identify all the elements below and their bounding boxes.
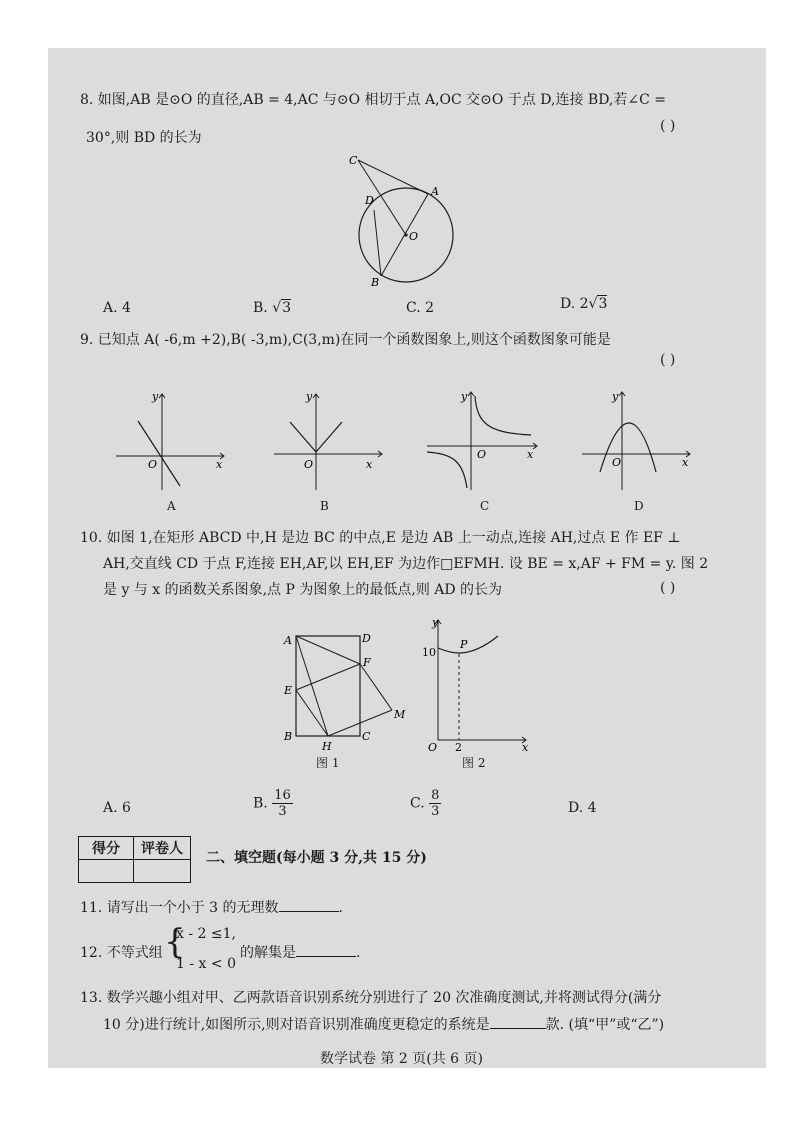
q10-figure-2 [422, 614, 538, 752]
q12-tail [240, 943, 360, 963]
q9-caption-b: B [320, 499, 329, 513]
graph-d-y-label: y [612, 390, 619, 403]
fig1-label-m: M [394, 708, 406, 721]
q10-option-c-numerator: 8 [431, 788, 440, 803]
graph-b-x-label: x [366, 458, 373, 471]
q8-answer-paren: ( ) [660, 118, 676, 134]
q13-answer-blank[interactable] [490, 1028, 546, 1029]
q8-option-d-prefix: D. 2 [560, 296, 589, 312]
graph-c-y-label: y [461, 390, 468, 403]
fig2-two-label: 2 [455, 741, 462, 752]
graph-b-origin-label: O [304, 458, 314, 471]
q10-figure-1 [280, 630, 410, 755]
segment-ef [296, 664, 360, 690]
score-table [78, 836, 191, 883]
graph-a-x-label: x [216, 458, 223, 471]
graph-d-parabola [600, 423, 656, 472]
q13-line2-end: 款. (填“甲”或“乙”) [545, 1017, 665, 1033]
q12-ineq1: x - 2 ≤1, [176, 926, 236, 942]
label-d: D [365, 194, 374, 207]
q8-option-d-radicand: 3 [598, 296, 608, 312]
q13-line1: 13. 数学兴趣小组对甲、乙两款语音识别系统分别进行了 20 次准确度测试,并将测试得分(满分 [80, 990, 662, 1006]
q9-graph-b [268, 386, 388, 496]
q10-option-c-prefix: C. [410, 795, 425, 812]
fig1-label-e: E [284, 684, 293, 697]
grader-header: 评卷人 [134, 837, 191, 860]
grader-cell[interactable] [134, 860, 191, 883]
fig1-label-d: D [362, 632, 371, 645]
q10-figure-2-caption: 图 2 [462, 756, 486, 770]
q9-caption-d: D [634, 499, 644, 513]
q9-line1: 9. 已知点 A( -6,m +2),B( -3,m),C(3,m)在同一个函数图象上,则这个函数图象可能是 [80, 332, 611, 348]
q8-option-d: D. 2√3 [560, 296, 608, 312]
q10-option-c-denominator: 3 [431, 804, 440, 819]
fig2-origin-label: O [428, 741, 438, 752]
q10-answer-paren: ( ) [660, 580, 676, 596]
graph-c-branch-2 [427, 452, 467, 488]
q9-graph-a [110, 386, 230, 496]
q12-answer-blank[interactable] [296, 956, 356, 957]
score-cell[interactable] [79, 860, 134, 883]
fig1-label-b: B [284, 730, 293, 743]
segment-db [374, 210, 381, 276]
q12-suffix: 的解集是 [240, 945, 296, 961]
segment-ah [296, 636, 328, 736]
segment-fm [360, 664, 392, 710]
q10-option-c [410, 788, 441, 819]
q10-option-b [253, 788, 293, 819]
q8-option-b-radicand: 3 [282, 300, 292, 316]
q13-line2-text: 10 分)进行统计,如图所示,则对语音识别准确度更稳定的系统是 [103, 1017, 490, 1033]
q9-answer-paren: ( ) [660, 352, 676, 368]
graph-b-y-label: y [306, 390, 313, 403]
q10-option-b-numerator: 16 [274, 788, 291, 803]
score-header: 得分 [79, 837, 134, 860]
graph-a-line [138, 421, 180, 486]
graph-d-origin-label: O [612, 456, 622, 469]
label-o: O [409, 230, 419, 243]
q9-caption-c: C [480, 499, 490, 513]
q11-end: . [338, 900, 343, 916]
fig1-label-a: A [284, 634, 292, 647]
q9-graph-c [423, 386, 543, 496]
section2-title: 二、填空题(每小题 3 分,共 15 分) [206, 850, 427, 866]
q12-prefix: 12. 不等式组 [80, 945, 163, 961]
q11-answer-blank[interactable] [279, 911, 339, 912]
graph-a-y-label: y [152, 390, 159, 403]
page-footer: 数学试卷 第 2 页(共 6 页) [320, 1051, 483, 1067]
q11-text: 11. 请写出一个小于 3 的无理数 [80, 900, 279, 916]
center-point [404, 233, 407, 236]
q8-option-b: B. √3 [253, 300, 292, 316]
q9-graph-d [578, 386, 698, 496]
label-c: C [349, 154, 358, 167]
q8-option-c: C. 2 [406, 300, 435, 316]
fig2-x-label: x [522, 741, 529, 752]
q10-line2: AH,交直线 CD 于点 F,连接 EH,AF,以 EH,EF 为边作□EFMH. 设 BE = x,AF + FM = y. 图 2 [103, 556, 709, 572]
graph-d-x-label: x [682, 456, 689, 469]
q12-brace: { [164, 922, 186, 962]
fig2-ten-label: 10 [422, 646, 436, 659]
q10-figure-1-caption: 图 1 [316, 756, 340, 770]
fig1-label-f: F [363, 656, 371, 669]
fig1-label-c: C [362, 730, 371, 743]
q10-option-b-prefix: B. [253, 795, 268, 812]
segment-eh [296, 690, 328, 736]
q13-line2 [103, 1015, 664, 1035]
graph-c-branch-1 [475, 396, 531, 435]
q8-line1: 8. 如图,AB 是⊙O 的直径,AB = 4,AC 与⊙O 相切于点 A,OC 交⊙O 于点 D,连接 BD,若∠C = [80, 92, 667, 108]
fig2-p-label: P [460, 638, 468, 651]
q10-option-b-denominator: 3 [278, 804, 287, 819]
fig2-y-label: y [432, 616, 439, 629]
q9-caption-a: A [167, 499, 176, 513]
q8-circle-figure [343, 148, 463, 288]
q10-option-a: A. 6 [103, 800, 131, 816]
graph-c-x-label: x [527, 448, 534, 461]
q10-line3: 是 y 与 x 的函数关系图象,点 P 为图象上的最低点,则 AD 的长为 [103, 582, 503, 598]
graph-a-origin-label: O [148, 458, 158, 471]
q12-end: . [356, 945, 361, 961]
graph-c-origin-label: O [477, 448, 487, 461]
q12-ineq2: 1 - x < 0 [176, 956, 236, 972]
q11 [80, 898, 343, 918]
q8-line2: 30°,则 BD 的长为 [86, 130, 202, 146]
segment-af [296, 636, 360, 664]
q8-option-b-prefix: B. [253, 300, 273, 316]
label-a: A [431, 185, 439, 198]
q10-option-d: D. 4 [568, 800, 597, 816]
q10-line1: 10. 如图 1,在矩形 ABCD 中,H 是边 BC 的中点,E 是边 AB 上一动点,连接 AH,过点 E 作 EF ⊥ [80, 530, 681, 546]
fig2-curve [438, 636, 498, 653]
label-b: B [371, 276, 380, 288]
exam-page [48, 48, 766, 1068]
q8-option-a: A. 4 [103, 300, 131, 316]
fig1-label-h: H [322, 740, 332, 753]
